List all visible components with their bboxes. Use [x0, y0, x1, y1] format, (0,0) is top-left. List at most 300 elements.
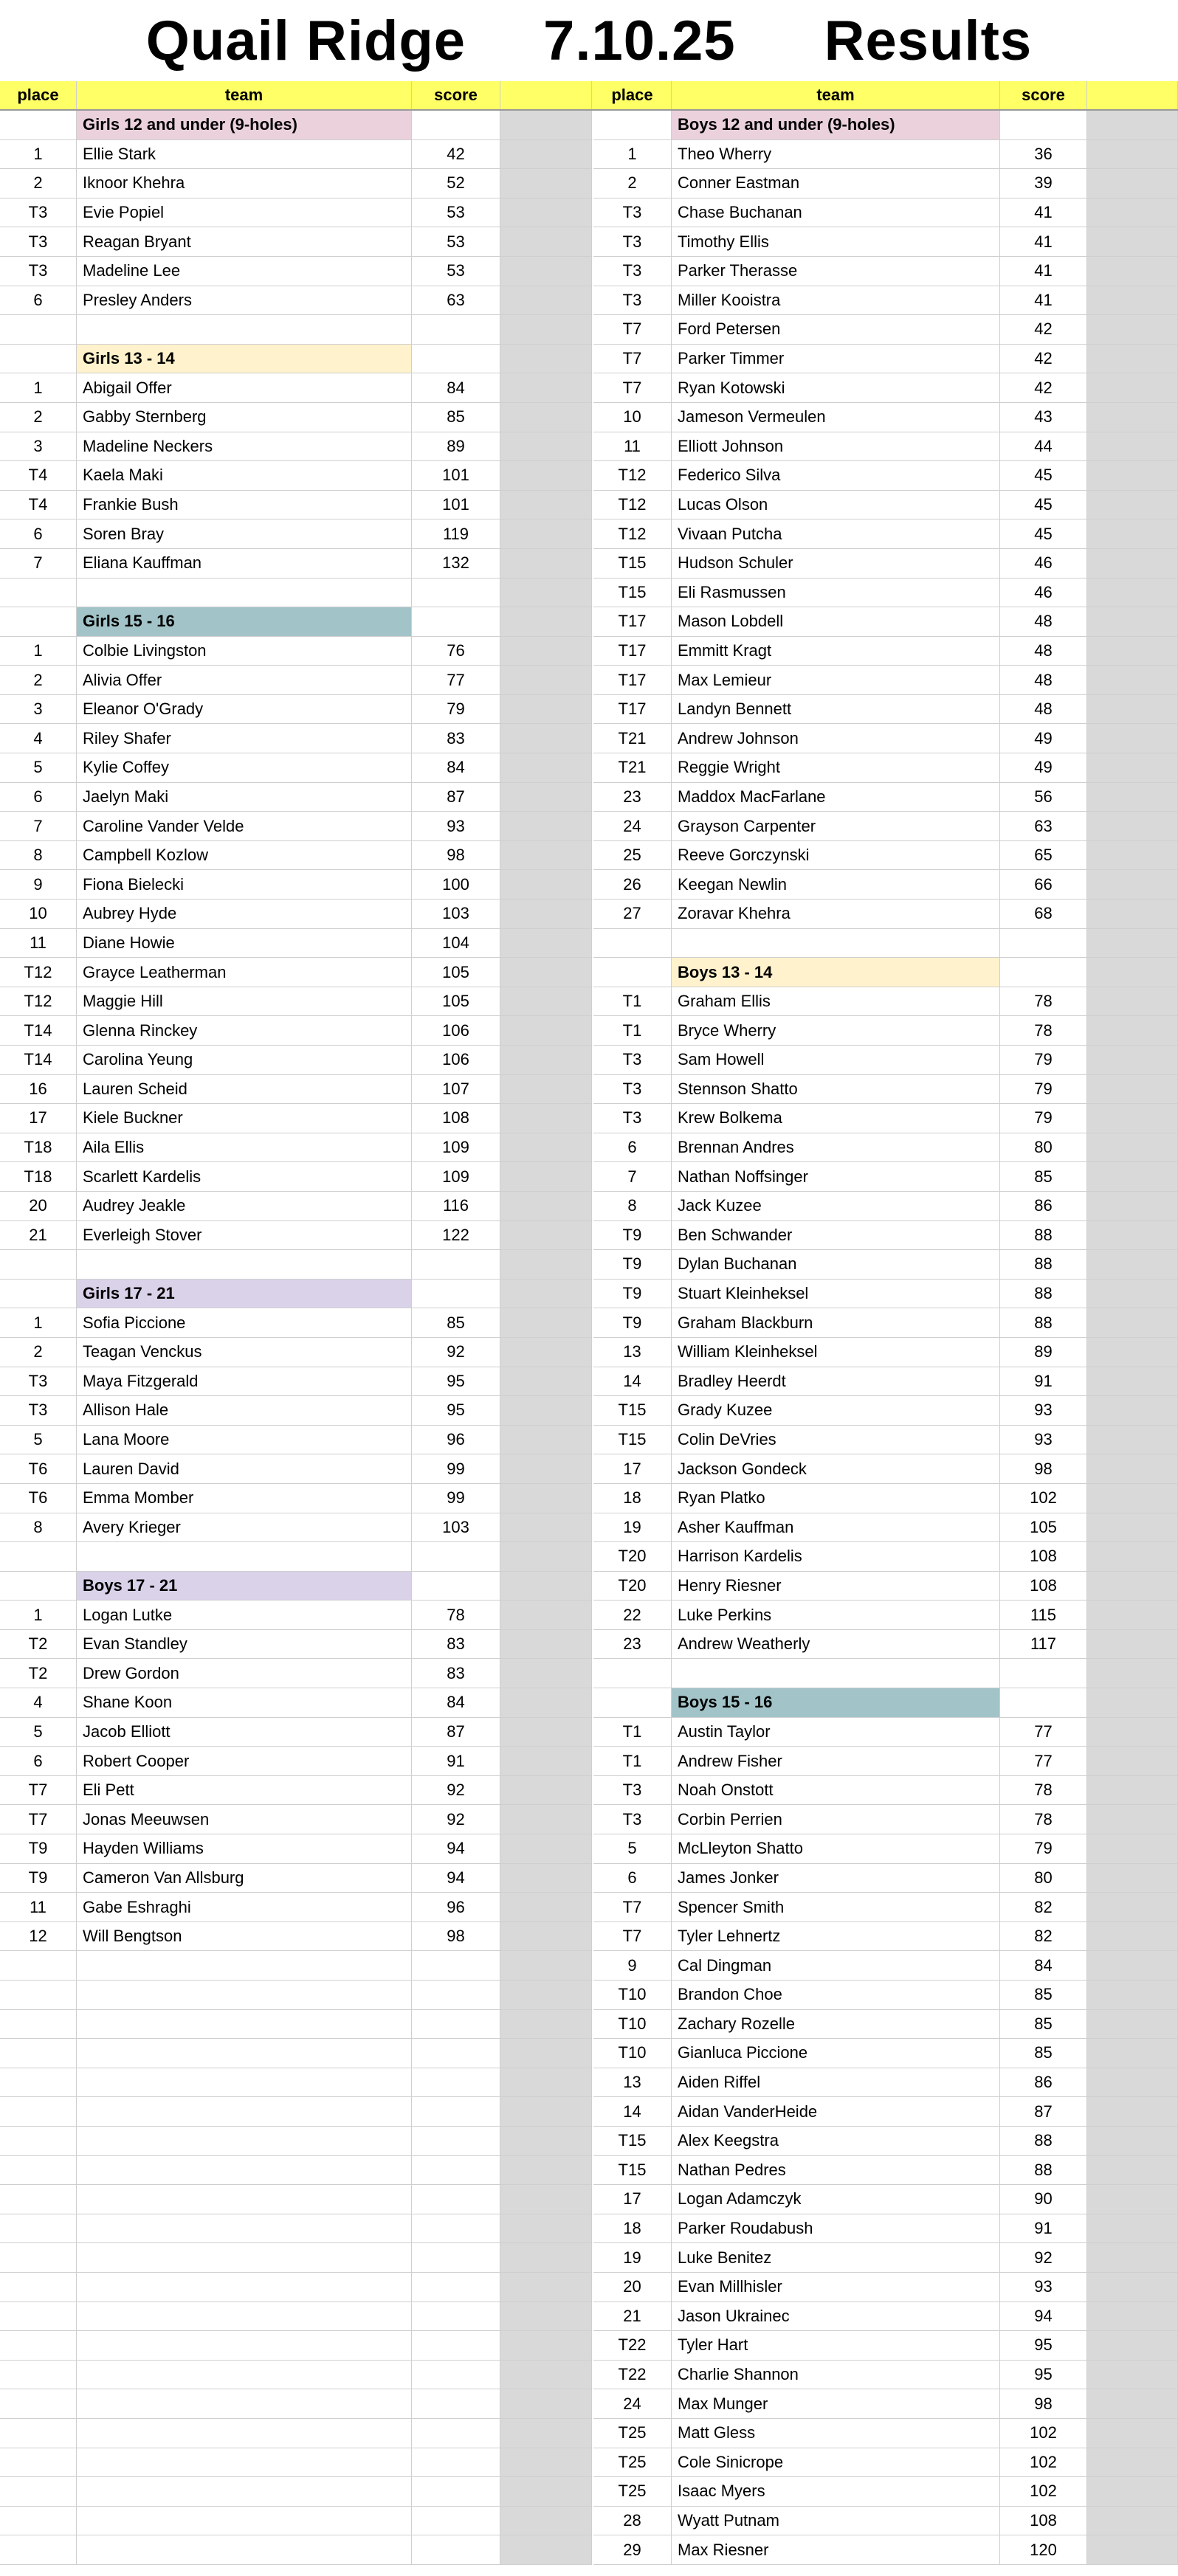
extra-cell [500, 1688, 592, 1718]
place-cell [0, 2389, 77, 2419]
player-name: Cole Sinicrope [672, 2448, 1000, 2478]
result-row [593, 2010, 1178, 2040]
extra-cell [1087, 2419, 1178, 2448]
result-row [0, 432, 593, 462]
score-cell: 41 [1000, 227, 1087, 257]
place-cell: 8 [0, 841, 77, 871]
empty-row [0, 2039, 593, 2068]
result-row [593, 549, 1178, 579]
player-name [77, 2389, 412, 2419]
player-name: Allison Hale [77, 1396, 412, 1426]
result-row [0, 899, 593, 929]
extra-cell [1087, 461, 1178, 491]
result-row [593, 870, 1178, 899]
place-cell: 1 [0, 1600, 77, 1630]
extra-cell [1087, 841, 1178, 871]
result-row [593, 2127, 1178, 2156]
score-cell [412, 2214, 500, 2244]
extra-cell [1087, 1659, 1178, 1688]
extra-cell [500, 2507, 592, 2536]
result-row [593, 403, 1178, 432]
score-cell: 109 [412, 1133, 500, 1163]
score-cell: 132 [412, 549, 500, 579]
player-name: Bradley Heerdt [672, 1367, 1000, 1397]
place-cell: T12 [593, 519, 672, 549]
score-cell: 41 [1000, 286, 1087, 316]
header-team: team [77, 81, 412, 109]
extra-cell [1087, 315, 1178, 345]
place-cell: 4 [0, 724, 77, 753]
place-cell: T15 [593, 2156, 672, 2186]
result-row [593, 432, 1178, 462]
place-cell: 7 [0, 549, 77, 579]
extra-cell [1087, 1104, 1178, 1133]
place-cell: T3 [593, 1104, 672, 1133]
result-row [593, 1308, 1178, 1338]
extra-cell [500, 2419, 592, 2448]
place-cell: 18 [593, 1484, 672, 1513]
player-name: Reeve Gorczynski [672, 841, 1000, 871]
player-name: Stennson Shatto [672, 1075, 1000, 1105]
category-name: Boys 12 and under (9-holes) [672, 111, 1000, 140]
place-cell: T3 [593, 286, 672, 316]
place-cell: T1 [593, 1747, 672, 1776]
place-cell: 13 [593, 2068, 672, 2098]
score-cell: 100 [412, 870, 500, 899]
player-name: Jaelyn Maki [77, 783, 412, 812]
extra-cell [500, 899, 592, 929]
place-cell: 24 [593, 2389, 672, 2419]
result-row [593, 2535, 1178, 2565]
result-row [593, 1542, 1178, 1572]
extra-cell [500, 783, 592, 812]
score-cell: 77 [1000, 1747, 1087, 1776]
result-row [593, 2068, 1178, 2098]
score-cell: 108 [1000, 1572, 1087, 1601]
extra-cell [500, 695, 592, 725]
player-name: Robert Cooper [77, 1747, 412, 1776]
place-cell: T3 [593, 1046, 672, 1075]
empty-row [0, 1542, 593, 1572]
place-cell: 24 [593, 812, 672, 841]
result-row [593, 1396, 1178, 1426]
extra-cell [500, 1396, 592, 1426]
player-name [77, 2243, 412, 2273]
category-score-cell [412, 345, 500, 374]
result-row [593, 140, 1178, 170]
place-cell: 21 [0, 1221, 77, 1251]
result-row [593, 2331, 1178, 2361]
score-cell: 46 [1000, 579, 1087, 608]
extra-cell [1087, 373, 1178, 403]
score-cell [412, 2507, 500, 2536]
player-name [77, 2477, 412, 2507]
player-name [77, 2448, 412, 2478]
player-name: Lucas Olson [672, 491, 1000, 520]
left-table-body [0, 111, 593, 2565]
player-name: Carolina Yeung [77, 1046, 412, 1075]
player-name: Grayce Leatherman [77, 958, 412, 987]
player-name: Parker Roudabush [672, 2214, 1000, 2244]
result-row [593, 2448, 1178, 2478]
empty-row [0, 2448, 593, 2478]
player-name: Noah Onstott [672, 1776, 1000, 1806]
score-cell: 102 [1000, 2419, 1087, 2448]
extra-cell [500, 549, 592, 579]
header-extra [500, 81, 592, 109]
score-cell: 96 [412, 1893, 500, 1922]
result-row [593, 841, 1178, 871]
result-row [0, 1192, 593, 1221]
score-cell: 85 [1000, 1981, 1087, 2010]
player-name: Fiona Bielecki [77, 870, 412, 899]
result-row [0, 519, 593, 549]
player-name: Vivaan Putcha [672, 519, 1000, 549]
extra-cell [500, 2535, 592, 2565]
place-cell: T1 [593, 1016, 672, 1046]
player-name: Chase Buchanan [672, 198, 1000, 228]
player-name: Shane Koon [77, 1688, 412, 1718]
extra-cell [1087, 1162, 1178, 1192]
player-name: Hudson Schuler [672, 549, 1000, 579]
score-cell: 79 [1000, 1104, 1087, 1133]
empty-row [0, 2419, 593, 2448]
place-cell [0, 2273, 77, 2302]
player-name: Abigail Offer [77, 373, 412, 403]
player-name: Madeline Neckers [77, 432, 412, 462]
empty-row [0, 2389, 593, 2419]
score-cell [412, 1542, 500, 1572]
player-name [77, 1981, 412, 2010]
extra-cell [500, 666, 592, 695]
place-cell [0, 2331, 77, 2361]
extra-cell [1087, 579, 1178, 608]
place-cell: 8 [593, 1192, 672, 1221]
score-cell [412, 1951, 500, 1981]
place-cell: T18 [0, 1133, 77, 1163]
result-row [593, 519, 1178, 549]
score-cell: 91 [1000, 2214, 1087, 2244]
player-name: Nathan Noffsinger [672, 1162, 1000, 1192]
place-cell: 22 [593, 1600, 672, 1630]
extra-cell [500, 2068, 592, 2098]
score-cell [412, 2127, 500, 2156]
score-cell: 52 [412, 169, 500, 198]
score-cell: 88 [1000, 1221, 1087, 1251]
player-name: Parker Timmer [672, 345, 1000, 374]
score-cell: 101 [412, 491, 500, 520]
result-row [0, 461, 593, 491]
score-cell: 77 [1000, 1718, 1087, 1747]
player-name: Maggie Hill [77, 987, 412, 1017]
player-name: Wyatt Putnam [672, 2507, 1000, 2536]
score-cell: 42 [1000, 373, 1087, 403]
extra-cell [500, 403, 592, 432]
extra-cell [500, 2361, 592, 2390]
place-cell [0, 2535, 77, 2565]
result-row [0, 373, 593, 403]
place-cell: T7 [0, 1805, 77, 1834]
player-name: Asher Kauffman [672, 1513, 1000, 1543]
extra-cell [1087, 958, 1178, 987]
result-row [0, 841, 593, 871]
result-row [0, 753, 593, 783]
place-cell: 19 [593, 2243, 672, 2273]
player-name: Jason Ukrainec [672, 2302, 1000, 2332]
category-score-cell [412, 607, 500, 637]
score-cell: 88 [1000, 2156, 1087, 2186]
right-results-table [593, 81, 1178, 2565]
score-cell: 42 [1000, 345, 1087, 374]
place-cell: T9 [593, 1250, 672, 1280]
place-cell: 1 [0, 1308, 77, 1338]
extra-cell [500, 461, 592, 491]
extra-cell [1087, 1542, 1178, 1572]
extra-cell [1087, 140, 1178, 170]
score-cell: 85 [1000, 1162, 1087, 1192]
player-name: Riley Shafer [77, 724, 412, 753]
extra-cell [1087, 1922, 1178, 1952]
extra-cell [1087, 2156, 1178, 2186]
result-row [0, 1805, 593, 1834]
extra-cell [500, 373, 592, 403]
score-cell: 44 [1000, 432, 1087, 462]
place-cell: T3 [593, 1075, 672, 1105]
result-row [593, 2097, 1178, 2127]
player-name: Colin DeVries [672, 1426, 1000, 1455]
player-name: Sam Howell [672, 1046, 1000, 1075]
extra-cell [500, 1718, 592, 1747]
score-cell [1000, 929, 1087, 959]
category-name: Girls 15 - 16 [77, 607, 412, 637]
extra-cell [1087, 1864, 1178, 1893]
extra-cell [1087, 1221, 1178, 1251]
score-cell: 95 [1000, 2361, 1087, 2390]
player-name: Parker Therasse [672, 257, 1000, 286]
result-row [593, 753, 1178, 783]
player-name: Cameron Van Allsburg [77, 1864, 412, 1893]
extra-cell [500, 1834, 592, 1864]
score-cell: 48 [1000, 666, 1087, 695]
result-row [0, 549, 593, 579]
empty-row [0, 2535, 593, 2565]
result-row [593, 1075, 1178, 1105]
score-cell: 78 [1000, 1805, 1087, 1834]
place-cell [0, 1951, 77, 1981]
score-cell: 80 [1000, 1864, 1087, 1893]
score-cell: 94 [412, 1864, 500, 1893]
place-cell: T9 [593, 1308, 672, 1338]
extra-cell [1087, 929, 1178, 959]
score-cell [412, 2185, 500, 2214]
header-team: team [672, 81, 1000, 109]
result-row [0, 1075, 593, 1105]
player-name: Max Lemieur [672, 666, 1000, 695]
score-cell: 96 [412, 1426, 500, 1455]
score-cell: 56 [1000, 783, 1087, 812]
result-row [0, 783, 593, 812]
player-name: Madeline Lee [77, 257, 412, 286]
result-row [593, 1951, 1178, 1981]
score-cell: 94 [412, 1834, 500, 1864]
result-row [593, 1834, 1178, 1864]
score-cell: 86 [1000, 1192, 1087, 1221]
result-row [593, 637, 1178, 666]
header-extra [1087, 81, 1178, 109]
place-cell: 11 [0, 929, 77, 959]
extra-cell [1087, 2273, 1178, 2302]
extra-cell [1087, 257, 1178, 286]
score-cell [412, 2389, 500, 2419]
extra-cell [500, 1192, 592, 1221]
extra-cell [1087, 2535, 1178, 2565]
extra-cell [500, 519, 592, 549]
place-cell [0, 2243, 77, 2273]
player-name: Glenna Rinckey [77, 1016, 412, 1046]
player-name: Stuart Kleinheksel [672, 1280, 1000, 1309]
category-score-cell [412, 111, 500, 140]
title-course: Quail Ridge [145, 9, 466, 72]
empty-row [0, 2507, 593, 2536]
player-name: Ryan Platko [672, 1484, 1000, 1513]
extra-cell [1087, 2507, 1178, 2536]
place-cell: 23 [593, 1630, 672, 1660]
score-cell: 65 [1000, 841, 1087, 871]
extra-cell [500, 227, 592, 257]
extra-cell [1087, 1280, 1178, 1309]
score-cell: 89 [1000, 1338, 1087, 1367]
result-row [593, 1454, 1178, 1484]
player-name: Zachary Rozelle [672, 2010, 1000, 2040]
result-row [593, 1280, 1178, 1309]
header-place: place [593, 81, 672, 109]
player-name [77, 2156, 412, 2186]
player-name: Diane Howie [77, 929, 412, 959]
score-cell: 104 [412, 929, 500, 959]
score-cell: 48 [1000, 607, 1087, 637]
extra-cell [500, 579, 592, 608]
result-row [593, 345, 1178, 374]
extra-cell [1087, 227, 1178, 257]
player-name: Timothy Ellis [672, 227, 1000, 257]
score-cell: 48 [1000, 637, 1087, 666]
place-cell [0, 315, 77, 345]
player-name [77, 1250, 412, 1280]
place-cell: 16 [0, 1075, 77, 1105]
extra-cell [1087, 2097, 1178, 2127]
extra-cell [500, 2302, 592, 2332]
score-cell: 79 [1000, 1075, 1087, 1105]
result-row [0, 257, 593, 286]
player-name [77, 2039, 412, 2068]
empty-row [0, 2302, 593, 2332]
result-row [593, 286, 1178, 316]
player-name: Gianluca Piccione [672, 2039, 1000, 2068]
category-place-cell [593, 1688, 672, 1718]
place-cell: T3 [0, 1367, 77, 1397]
score-cell: 84 [412, 373, 500, 403]
score-cell: 105 [412, 987, 500, 1017]
empty-row [0, 2068, 593, 2098]
place-cell: T1 [593, 987, 672, 1017]
result-row [0, 870, 593, 899]
place-cell: T15 [593, 1426, 672, 1455]
result-row [0, 1162, 593, 1192]
score-cell [412, 2097, 500, 2127]
score-cell: 95 [412, 1396, 500, 1426]
extra-cell [500, 2039, 592, 2068]
score-cell: 45 [1000, 519, 1087, 549]
result-row [0, 1046, 593, 1075]
score-cell: 93 [1000, 1396, 1087, 1426]
player-name: Lauren David [77, 1454, 412, 1484]
score-cell: 108 [1000, 2507, 1087, 2536]
result-row [0, 724, 593, 753]
extra-cell [1087, 899, 1178, 929]
place-cell: 1 [0, 637, 77, 666]
score-cell: 102 [1000, 2448, 1087, 2478]
result-row [593, 2419, 1178, 2448]
place-cell: 18 [593, 2214, 672, 2244]
result-row [0, 1133, 593, 1163]
place-cell [0, 579, 77, 608]
place-cell: T7 [593, 315, 672, 345]
extra-cell [500, 1659, 592, 1688]
extra-cell [1087, 2185, 1178, 2214]
score-cell: 79 [412, 695, 500, 725]
place-cell [0, 2097, 77, 2127]
right-table-body [593, 111, 1178, 2565]
extra-cell [1087, 695, 1178, 725]
place-cell: 5 [0, 1426, 77, 1455]
extra-cell [500, 724, 592, 753]
player-name: Isaac Myers [672, 2477, 1000, 2507]
score-cell: 105 [412, 958, 500, 987]
player-name: Teagan Venckus [77, 1338, 412, 1367]
empty-row [0, 2127, 593, 2156]
extra-cell [500, 1075, 592, 1105]
result-row [0, 1834, 593, 1864]
player-name: Max Riesner [672, 2535, 1000, 2565]
result-row [0, 1104, 593, 1133]
extra-cell [500, 958, 592, 987]
extra-cell [500, 1922, 592, 1952]
score-cell: 45 [1000, 461, 1087, 491]
score-cell: 91 [1000, 1367, 1087, 1397]
place-cell [0, 1981, 77, 2010]
empty-row [0, 1981, 593, 2010]
player-name: Landyn Bennett [672, 695, 1000, 725]
place-cell [0, 2185, 77, 2214]
place-cell: T4 [0, 491, 77, 520]
player-name: Ellie Stark [77, 140, 412, 170]
place-cell: T18 [0, 1162, 77, 1192]
player-name: Soren Bray [77, 519, 412, 549]
header-score: score [412, 81, 500, 109]
score-cell: 87 [412, 783, 500, 812]
place-cell: 6 [0, 519, 77, 549]
extra-cell [500, 1893, 592, 1922]
extra-cell [1087, 870, 1178, 899]
player-name [77, 2010, 412, 2040]
score-cell: 82 [1000, 1922, 1087, 1952]
extra-cell [500, 1250, 592, 1280]
player-name [77, 2535, 412, 2565]
extra-cell [1087, 1308, 1178, 1338]
place-cell [0, 2477, 77, 2507]
player-name: Graham Ellis [672, 987, 1000, 1017]
place-cell: T3 [593, 1805, 672, 1834]
